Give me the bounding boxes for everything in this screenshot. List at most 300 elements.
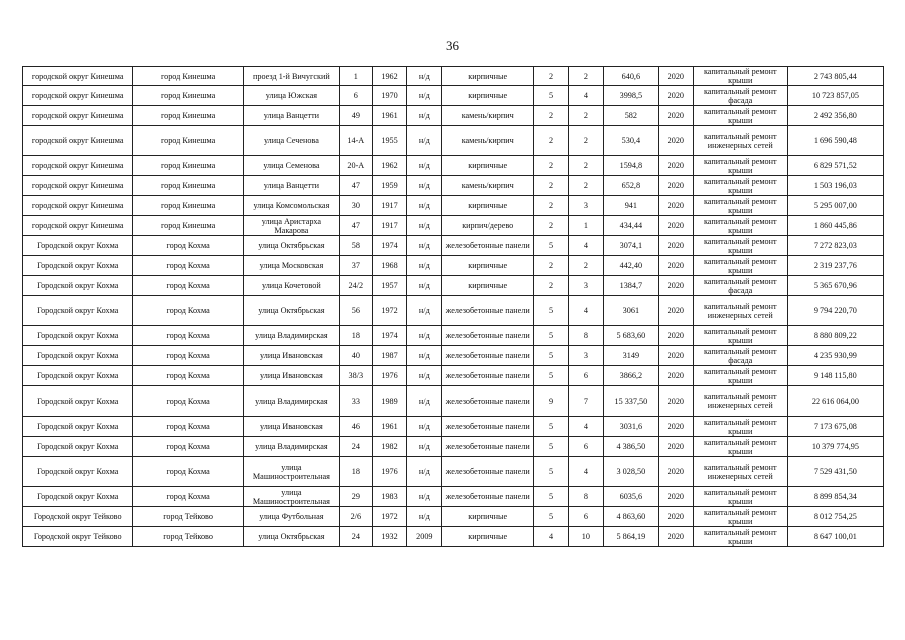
entrances-cell: 4 — [568, 457, 603, 487]
wall-material-cell: железобетонные панели — [442, 417, 534, 437]
repair-year-cell: 2020 — [658, 386, 693, 417]
repair-type-cell: капитальный ремонт инженерных сетей — [693, 457, 787, 487]
floors-cell: 5 — [534, 487, 569, 507]
house-number-cell: 37 — [339, 256, 372, 276]
repair-year-cell: 2020 — [658, 346, 693, 366]
street-cell: улица Сеченова — [243, 126, 339, 156]
repair-type-cell: капитальный ремонт крыши — [693, 236, 787, 256]
table-row — [23, 156, 884, 176]
floors-cell: 2 — [534, 276, 569, 296]
repair-type-cell: капитальный ремонт фасада — [693, 276, 787, 296]
area-cell: 434,44 — [603, 216, 658, 236]
cost-cell: 7 173 675,08 — [787, 417, 883, 437]
settlement-cell: город Кинешма — [133, 216, 243, 236]
house-number-cell: 30 — [339, 196, 372, 216]
entrances-cell: 6 — [568, 366, 603, 386]
repair-year-cell: 2020 — [658, 457, 693, 487]
settlement-cell: город Кинешма — [133, 86, 243, 106]
build-year-cell: 1959 — [372, 176, 407, 196]
house-number-cell: 24 — [339, 527, 372, 547]
table-row — [23, 507, 884, 527]
area-cell: 3866,2 — [603, 366, 658, 386]
wall-material-cell: кирпичные — [442, 156, 534, 176]
table-row — [23, 437, 884, 457]
build-year-cell: 1987 — [372, 346, 407, 366]
renovation-year-cell: н/д — [407, 86, 442, 106]
wall-material-cell: кирпичные — [442, 196, 534, 216]
house-number-cell: 24 — [339, 437, 372, 457]
renovation-year-cell: н/д — [407, 67, 442, 86]
entrances-cell: 2 — [568, 176, 603, 196]
floors-cell: 5 — [534, 86, 569, 106]
wall-material-cell: кирпичные — [442, 527, 534, 547]
wall-material-cell: кирпичные — [442, 256, 534, 276]
street-cell: проезд 1-й Вичугский — [243, 67, 339, 86]
house-number-cell: 14-А — [339, 126, 372, 156]
cost-cell: 1 696 590,48 — [787, 126, 883, 156]
build-year-cell: 1955 — [372, 126, 407, 156]
build-year-cell: 1917 — [372, 196, 407, 216]
repair-year-cell: 2020 — [658, 196, 693, 216]
entrances-cell: 8 — [568, 326, 603, 346]
street-cell: улица Владимирская — [243, 386, 339, 417]
repair-year-cell: 2020 — [658, 326, 693, 346]
cost-cell: 1 860 445,86 — [787, 216, 883, 236]
cost-cell: 6 829 571,52 — [787, 156, 883, 176]
entrances-cell: 6 — [568, 437, 603, 457]
settlement-cell: город Кохма — [133, 296, 243, 326]
renovation-year-cell: н/д — [407, 256, 442, 276]
settlement-cell: город Кинешма — [133, 67, 243, 86]
cost-cell: 9 148 115,80 — [787, 366, 883, 386]
entrances-cell: 2 — [568, 106, 603, 126]
table-row — [23, 276, 884, 296]
floors-cell: 5 — [534, 326, 569, 346]
floors-cell: 5 — [534, 366, 569, 386]
area-cell: 3 028,50 — [603, 457, 658, 487]
renovation-year-cell: н/д — [407, 366, 442, 386]
entrances-cell: 7 — [568, 386, 603, 417]
municipality-cell: городской округ Кинешма — [23, 216, 133, 236]
cost-cell: 2 492 356,80 — [787, 106, 883, 126]
street-cell: улица Октябрьская — [243, 236, 339, 256]
street-cell: улица Ванцетти — [243, 106, 339, 126]
table-row — [23, 176, 884, 196]
floors-cell: 5 — [534, 507, 569, 527]
street-cell: улица Владимирская — [243, 326, 339, 346]
build-year-cell: 1972 — [372, 507, 407, 527]
repair-year-cell: 2020 — [658, 86, 693, 106]
renovation-year-cell: н/д — [407, 386, 442, 417]
house-number-cell: 58 — [339, 236, 372, 256]
area-cell: 3031,6 — [603, 417, 658, 437]
entrances-cell: 4 — [568, 236, 603, 256]
cost-cell: 7 529 431,50 — [787, 457, 883, 487]
renovation-year-cell: 2009 — [407, 527, 442, 547]
repair-type-cell: капитальный ремонт фасада — [693, 86, 787, 106]
settlement-cell: город Кохма — [133, 256, 243, 276]
municipality-cell: Городской округ Кохма — [23, 437, 133, 457]
renovation-year-cell: н/д — [407, 487, 442, 507]
build-year-cell: 1957 — [372, 276, 407, 296]
cost-cell: 5 365 670,96 — [787, 276, 883, 296]
renovation-year-cell: н/д — [407, 176, 442, 196]
entrances-cell: 6 — [568, 507, 603, 527]
municipality-cell: Городской округ Кохма — [23, 296, 133, 326]
repair-type-cell: капитальный ремонт крыши — [693, 326, 787, 346]
repair-type-cell: капитальный ремонт крыши — [693, 67, 787, 86]
renovation-year-cell: н/д — [407, 196, 442, 216]
table-row — [23, 236, 884, 256]
build-year-cell: 1976 — [372, 366, 407, 386]
renovation-year-cell: н/д — [407, 236, 442, 256]
table-row — [23, 417, 884, 437]
wall-material-cell: железобетонные панели — [442, 236, 534, 256]
wall-material-cell: камень/кирпич — [442, 126, 534, 156]
renovation-year-cell: н/д — [407, 216, 442, 236]
repair-type-cell: капитальный ремонт крыши — [693, 507, 787, 527]
build-year-cell: 1961 — [372, 417, 407, 437]
build-year-cell: 1932 — [372, 527, 407, 547]
repair-year-cell: 2020 — [658, 126, 693, 156]
house-number-cell: 46 — [339, 417, 372, 437]
municipality-cell: городской округ Кинешма — [23, 86, 133, 106]
street-cell: улица Владимирская — [243, 437, 339, 457]
wall-material-cell: железобетонные панели — [442, 386, 534, 417]
floors-cell: 5 — [534, 346, 569, 366]
table-row — [23, 216, 884, 236]
repair-year-cell: 2020 — [658, 67, 693, 86]
build-year-cell: 1970 — [372, 86, 407, 106]
floors-cell: 5 — [534, 457, 569, 487]
street-cell: улица Октябрьская — [243, 527, 339, 547]
table-row — [23, 386, 884, 417]
settlement-cell: город Тейково — [133, 527, 243, 547]
municipality-cell: Городской округ Кохма — [23, 276, 133, 296]
municipality-cell: Городской округ Тейково — [23, 527, 133, 547]
municipality-cell: городской округ Кинешма — [23, 106, 133, 126]
street-cell: улица Московская — [243, 256, 339, 276]
floors-cell: 2 — [534, 156, 569, 176]
cost-cell: 8 899 854,34 — [787, 487, 883, 507]
repair-year-cell: 2020 — [658, 366, 693, 386]
table-row — [23, 67, 884, 86]
municipality-cell: Городской округ Кохма — [23, 386, 133, 417]
floors-cell: 2 — [534, 67, 569, 86]
cost-cell: 9 794 220,70 — [787, 296, 883, 326]
table-row — [23, 196, 884, 216]
house-number-cell: 33 — [339, 386, 372, 417]
street-cell: улица Ивановская — [243, 346, 339, 366]
wall-material-cell: кирпичные — [442, 86, 534, 106]
house-number-cell: 1 — [339, 67, 372, 86]
build-year-cell: 1962 — [372, 67, 407, 86]
repair-type-cell: капитальный ремонт инженерных сетей — [693, 386, 787, 417]
house-number-cell: 24/2 — [339, 276, 372, 296]
renovation-year-cell: н/д — [407, 296, 442, 326]
renovation-year-cell: н/д — [407, 507, 442, 527]
street-cell: улица Аристарха Макарова — [243, 216, 339, 236]
floors-cell: 5 — [534, 437, 569, 457]
cost-cell: 8 012 754,25 — [787, 507, 883, 527]
municipality-cell: Городской округ Кохма — [23, 326, 133, 346]
table-row — [23, 106, 884, 126]
entrances-cell: 2 — [568, 256, 603, 276]
build-year-cell: 1974 — [372, 236, 407, 256]
area-cell: 15 337,50 — [603, 386, 658, 417]
settlement-cell: город Кохма — [133, 326, 243, 346]
settlement-cell: город Тейково — [133, 507, 243, 527]
build-year-cell: 1972 — [372, 296, 407, 326]
wall-material-cell: железобетонные панели — [442, 366, 534, 386]
house-number-cell: 56 — [339, 296, 372, 326]
renovation-year-cell: н/д — [407, 417, 442, 437]
municipality-cell: Городской округ Кохма — [23, 487, 133, 507]
renovation-year-cell: н/д — [407, 457, 442, 487]
floors-cell: 2 — [534, 216, 569, 236]
area-cell: 5 683,60 — [603, 326, 658, 346]
house-number-cell: 38/3 — [339, 366, 372, 386]
house-number-cell: 18 — [339, 457, 372, 487]
cost-cell: 4 235 930,99 — [787, 346, 883, 366]
repair-year-cell: 2020 — [658, 296, 693, 326]
repair-type-cell: капитальный ремонт крыши — [693, 417, 787, 437]
repair-type-cell: капитальный ремонт крыши — [693, 256, 787, 276]
floors-cell: 2 — [534, 196, 569, 216]
repair-year-cell: 2020 — [658, 417, 693, 437]
repair-year-cell: 2020 — [658, 106, 693, 126]
street-cell: улица Футбольная — [243, 507, 339, 527]
repair-year-cell: 2020 — [658, 236, 693, 256]
renovation-year-cell: н/д — [407, 326, 442, 346]
page-number: 36 — [446, 38, 459, 53]
entrances-cell: 2 — [568, 126, 603, 156]
street-cell: улица Ванцетти — [243, 176, 339, 196]
build-year-cell: 1983 — [372, 487, 407, 507]
cost-cell: 1 503 196,03 — [787, 176, 883, 196]
entrances-cell: 3 — [568, 346, 603, 366]
wall-material-cell: железобетонные панели — [442, 296, 534, 326]
table-row — [23, 346, 884, 366]
municipality-cell: городской округ Кинешма — [23, 67, 133, 86]
settlement-cell: город Кохма — [133, 417, 243, 437]
cost-cell: 7 272 823,03 — [787, 236, 883, 256]
settlement-cell: город Кохма — [133, 236, 243, 256]
wall-material-cell: камень/кирпич — [442, 106, 534, 126]
repair-year-cell: 2020 — [658, 256, 693, 276]
house-number-cell: 29 — [339, 487, 372, 507]
house-number-cell: 20-А — [339, 156, 372, 176]
settlement-cell: город Кохма — [133, 386, 243, 417]
repair-year-cell: 2020 — [658, 507, 693, 527]
street-cell: улица Кочетовой — [243, 276, 339, 296]
street-cell: улица Октябрьская — [243, 296, 339, 326]
area-cell: 1384,7 — [603, 276, 658, 296]
area-cell: 941 — [603, 196, 658, 216]
entrances-cell: 3 — [568, 196, 603, 216]
table-row — [23, 457, 884, 487]
cost-cell: 22 616 064,00 — [787, 386, 883, 417]
settlement-cell: город Кохма — [133, 437, 243, 457]
wall-material-cell: кирпич/дерево — [442, 216, 534, 236]
table-row — [23, 126, 884, 156]
repair-type-cell: капитальный ремонт крыши — [693, 366, 787, 386]
municipality-cell: городской округ Кинешма — [23, 156, 133, 176]
entrances-cell: 8 — [568, 487, 603, 507]
floors-cell: 5 — [534, 296, 569, 326]
wall-material-cell: кирпичные — [442, 276, 534, 296]
settlement-cell: город Кохма — [133, 346, 243, 366]
repair-type-cell: капитальный ремонт инженерных сетей — [693, 296, 787, 326]
repair-type-cell: капитальный ремонт крыши — [693, 196, 787, 216]
repair-year-cell: 2020 — [658, 276, 693, 296]
wall-material-cell: железобетонные панели — [442, 437, 534, 457]
wall-material-cell: железобетонные панели — [442, 487, 534, 507]
municipality-cell: Городской округ Кохма — [23, 256, 133, 276]
area-cell: 640,6 — [603, 67, 658, 86]
settlement-cell: город Кохма — [133, 366, 243, 386]
build-year-cell: 1968 — [372, 256, 407, 276]
street-cell: улица Ивановская — [243, 417, 339, 437]
entrances-cell: 1 — [568, 216, 603, 236]
floors-cell: 2 — [534, 176, 569, 196]
repair-type-cell: капитальный ремонт крыши — [693, 437, 787, 457]
renovation-year-cell: н/д — [407, 126, 442, 156]
entrances-cell: 2 — [568, 156, 603, 176]
municipality-cell: Городской округ Кохма — [23, 457, 133, 487]
municipality-cell: Городской округ Кохма — [23, 236, 133, 256]
settlement-cell: город Кохма — [133, 276, 243, 296]
floors-cell: 9 — [534, 386, 569, 417]
settlement-cell: город Кохма — [133, 487, 243, 507]
area-cell: 442,40 — [603, 256, 658, 276]
build-year-cell: 1976 — [372, 457, 407, 487]
floors-cell: 2 — [534, 256, 569, 276]
cost-cell: 2 743 805,44 — [787, 67, 883, 86]
housing-repair-table — [22, 66, 884, 547]
cost-cell: 8 647 100,01 — [787, 527, 883, 547]
build-year-cell: 1917 — [372, 216, 407, 236]
repair-type-cell: капитальный ремонт фасада — [693, 346, 787, 366]
build-year-cell: 1962 — [372, 156, 407, 176]
repair-type-cell: капитальный ремонт крыши — [693, 527, 787, 547]
house-number-cell: 18 — [339, 326, 372, 346]
house-number-cell: 49 — [339, 106, 372, 126]
municipality-cell: Городской округ Кохма — [23, 366, 133, 386]
wall-material-cell: железобетонные панели — [442, 346, 534, 366]
street-cell: улица Комсомольская — [243, 196, 339, 216]
municipality-cell: Городской округ Кохма — [23, 346, 133, 366]
area-cell: 4 863,60 — [603, 507, 658, 527]
renovation-year-cell: н/д — [407, 346, 442, 366]
cost-cell: 10 723 857,05 — [787, 86, 883, 106]
settlement-cell: город Кинешма — [133, 176, 243, 196]
renovation-year-cell: н/д — [407, 156, 442, 176]
area-cell: 582 — [603, 106, 658, 126]
area-cell: 4 386,50 — [603, 437, 658, 457]
repair-type-cell: капитальный ремонт крыши — [693, 216, 787, 236]
cost-cell: 5 295 007,00 — [787, 196, 883, 216]
cost-cell: 10 379 774,95 — [787, 437, 883, 457]
street-cell: улица Южская — [243, 86, 339, 106]
municipality-cell: Городской округ Тейково — [23, 507, 133, 527]
wall-material-cell: железобетонные панели — [442, 326, 534, 346]
street-cell: улица Ивановская — [243, 366, 339, 386]
build-year-cell: 1989 — [372, 386, 407, 417]
entrances-cell: 2 — [568, 67, 603, 86]
house-number-cell: 47 — [339, 176, 372, 196]
repair-type-cell: капитальный ремонт крыши — [693, 487, 787, 507]
settlement-cell: город Кинешма — [133, 156, 243, 176]
renovation-year-cell: н/д — [407, 276, 442, 296]
table-row — [23, 326, 884, 346]
municipality-cell: городской округ Кинешма — [23, 126, 133, 156]
repair-year-cell: 2020 — [658, 216, 693, 236]
settlement-cell: город Кохма — [133, 457, 243, 487]
area-cell: 652,8 — [603, 176, 658, 196]
area-cell: 3998,5 — [603, 86, 658, 106]
house-number-cell: 6 — [339, 86, 372, 106]
entrances-cell: 10 — [568, 527, 603, 547]
table-row — [23, 366, 884, 386]
floors-cell: 5 — [534, 417, 569, 437]
repair-type-cell: капитальный ремонт крыши — [693, 106, 787, 126]
build-year-cell: 1961 — [372, 106, 407, 126]
area-cell: 3149 — [603, 346, 658, 366]
repair-year-cell: 2020 — [658, 527, 693, 547]
repair-type-cell: капитальный ремонт крыши — [693, 156, 787, 176]
entrances-cell: 3 — [568, 276, 603, 296]
entrances-cell: 4 — [568, 417, 603, 437]
area-cell: 3061 — [603, 296, 658, 326]
floors-cell: 2 — [534, 126, 569, 156]
house-number-cell: 47 — [339, 216, 372, 236]
area-cell: 3074,1 — [603, 236, 658, 256]
area-cell: 5 864,19 — [603, 527, 658, 547]
street-cell: улица Семенова — [243, 156, 339, 176]
settlement-cell: город Кинешма — [133, 106, 243, 126]
repair-year-cell: 2020 — [658, 487, 693, 507]
street-cell: улица Машиностроительная — [243, 487, 339, 507]
table-row — [23, 296, 884, 326]
floors-cell: 2 — [534, 106, 569, 126]
entrances-cell: 4 — [568, 86, 603, 106]
table-row — [23, 487, 884, 507]
wall-material-cell: железобетонные панели — [442, 457, 534, 487]
street-cell: улица Машиностроительная — [243, 457, 339, 487]
area-cell: 6035,6 — [603, 487, 658, 507]
build-year-cell: 1982 — [372, 437, 407, 457]
house-number-cell: 40 — [339, 346, 372, 366]
renovation-year-cell: н/д — [407, 106, 442, 126]
repair-type-cell: капитальный ремонт крыши — [693, 176, 787, 196]
house-number-cell: 2/6 — [339, 507, 372, 527]
entrances-cell: 4 — [568, 296, 603, 326]
table-row — [23, 256, 884, 276]
area-cell: 530,4 — [603, 126, 658, 156]
repair-type-cell: капитальный ремонт инженерных сетей — [693, 126, 787, 156]
repair-year-cell: 2020 — [658, 176, 693, 196]
area-cell: 1594,8 — [603, 156, 658, 176]
wall-material-cell: кирпичные — [442, 67, 534, 86]
municipality-cell: городской округ Кинешма — [23, 196, 133, 216]
floors-cell: 4 — [534, 527, 569, 547]
renovation-year-cell: н/д — [407, 437, 442, 457]
repair-year-cell: 2020 — [658, 156, 693, 176]
repair-year-cell: 2020 — [658, 437, 693, 457]
wall-material-cell: камень/кирпич — [442, 176, 534, 196]
cost-cell: 8 880 809,22 — [787, 326, 883, 346]
